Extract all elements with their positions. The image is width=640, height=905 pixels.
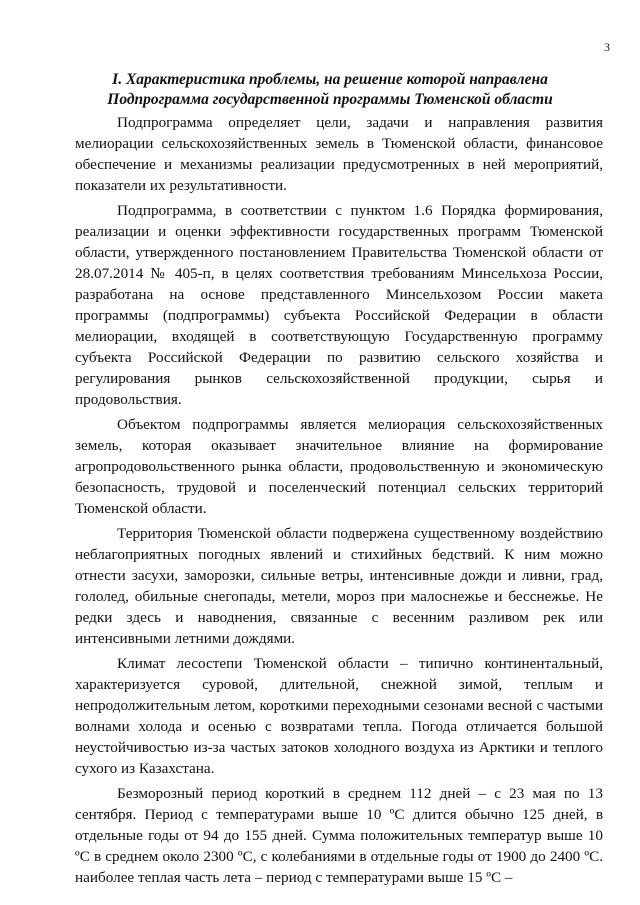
paragraph-frost-free-period: Безморозный период короткий в среднем 112 дней – с 23 мая по 13 сентября. Период с температурами выше 10 ºС длится обычно 125 дней, в отдельные годы от 94 до 155 дней. Сумма положительных температур выше 10 ºС в среднем около 2300 ºС, с колебаниями в отдельные годы от 1900 до 2400 ºС. наиболее теплая часть лета – период с температурами выше 15 ºС – xyxy=(75,785,603,886)
paragraph-purpose: Подпрограмма определяет цели, задачи и направления развития мелиорации сельскохозяйственных земель в Тюменской области, финансовое обеспечение и механизмы реализации предусмотренных в ней мероприятий, показатели их результативности. xyxy=(75,114,603,194)
paragraph-weather-hazards: Территория Тюменской области подвержена существенному воздействию неблагоприятных погодных явлений и стихийных бедствий. К ним можно отнести засухи, заморозки, сильные ветры, интенсивные дожди и ливни, град, гололед, обильные снегопады, метели, мороз при малоснежье и бесснежье. Не редки здесь и наводнения, связанные с весенним разливом рек или интенсивными летними дождями. xyxy=(75,525,603,647)
section-heading-line-1: I. Характеристика проблемы, на решение которой направлена xyxy=(112,71,548,88)
section-heading xyxy=(60,70,600,110)
body-text xyxy=(75,112,603,892)
paragraph-development-basis: Подпрограмма, в соответствии с пунктом 1.6 Порядка формирования, реализации и оценки эффективности государственных программ Тюменской области, утвержденного постановлением Правительства Тюменской области от 28.07.2014 № 405-п, в целях соответствия требованиям Минсельхоза России, разработана на основе представленного Минсельхозом России макета программы (подпрограммы) субъекта Российской Федерации в области мелиорации, входящей в соответствующую Государственную программу субъекта Российской Федерации по развитию сельского хозяйства и регулирования рынков сельскохозяйственной продукции, сырья и продовольствия. xyxy=(75,202,603,408)
section-heading-line-2: Подпрограмма государственной программы Тюменской области xyxy=(107,91,553,108)
paragraph-climate: Климат лесостепи Тюменской области – типично континентальный, характеризуется суровой, длительной, снежной зимой, теплым и непродолжительным летом, короткими переходными сезонами весной с частыми волнами холода и осенью с возвратами тепла. Погода отличается большой неустойчивостью из-за частых затоков холодного воздуха из Арктики и теплого сухого из Казахстана. xyxy=(75,655,603,777)
page-number: 3 xyxy=(604,40,610,54)
paragraph-object: Объектом подпрограммы является мелиорация сельскохозяйственных земель, которая оказывает значительное влияние на формирование агропродовольственного рынка области, продовольственную и экономическую безопасность, трудовой и поселенческий потенциал сельских территорий Тюменской области. xyxy=(75,416,603,517)
